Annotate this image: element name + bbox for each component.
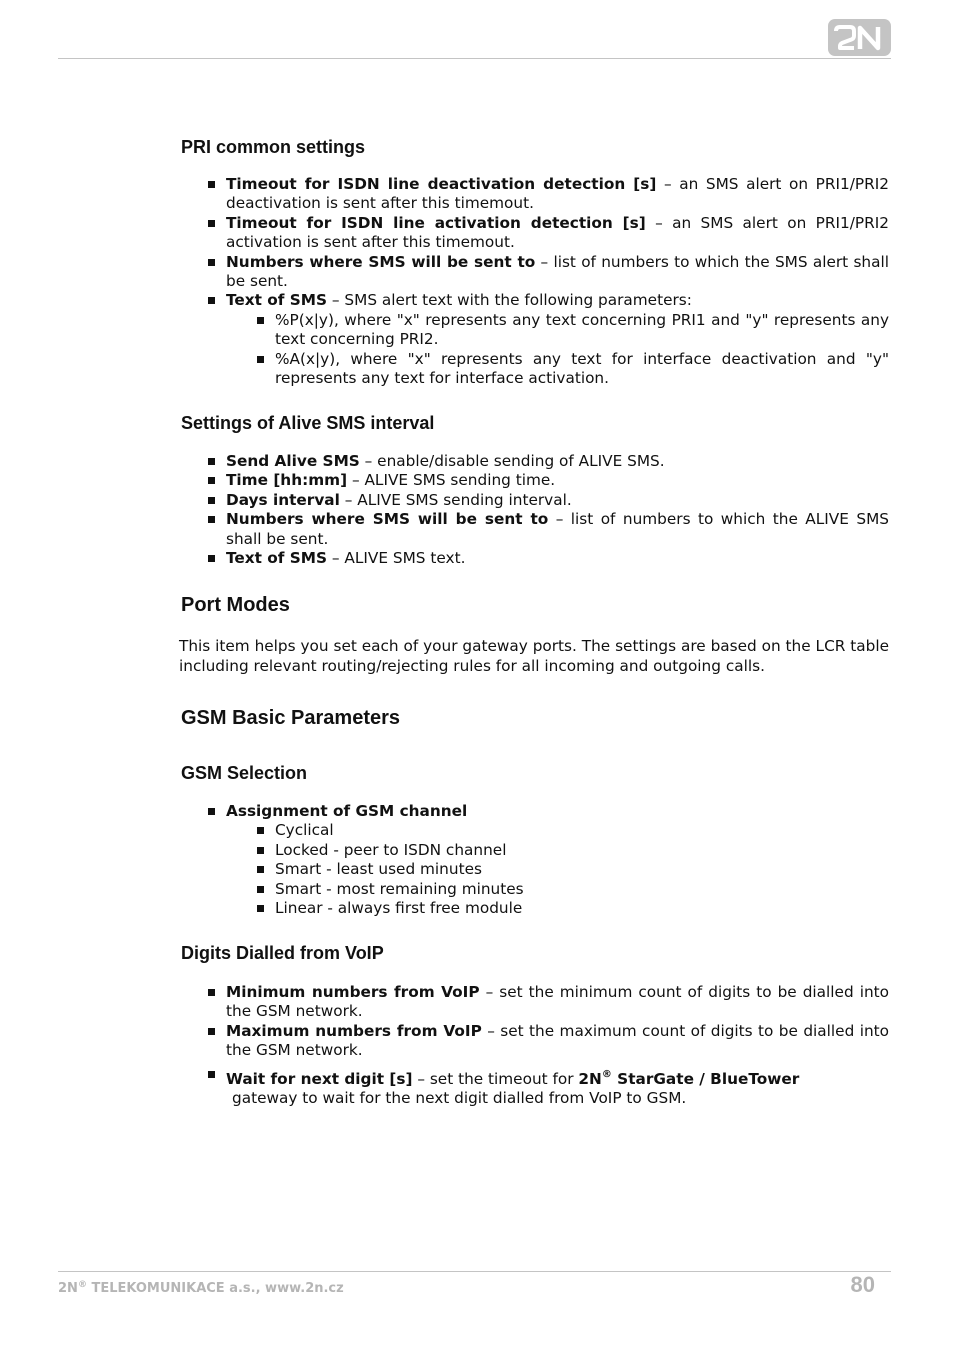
list-item: %P(x|y), where "x" represents any text concerning PRI1 and "y" represents any text concerning PRI2.: [256, 311, 889, 350]
list-item: Days interval – ALIVE SMS sending interval.: [207, 491, 889, 510]
list-item: Text of SMS – ALIVE SMS text.: [207, 549, 889, 568]
list-item: Timeout for ISDN line activation detection [s] – an SMS alert on PRI1/PRI2 activation is sent after this timemout.: [207, 214, 889, 253]
list-item: Smart - most remaining minutes: [256, 880, 889, 899]
list-item: Minimum numbers from VoIP – set the minimum count of digits to be dialled into the GSM network.: [207, 983, 889, 1022]
list-item: Locked - peer to ISDN channel: [256, 841, 889, 860]
list-item: Timeout for ISDN line deactivation detection [s] – an SMS alert on PRI1/PRI2 deactivation is sent after this timemout.: [207, 175, 889, 214]
list-item: %A(x|y), where "x" represents any text for interface deactivation and "y" represents any text for interface activation.: [256, 350, 889, 389]
alive-heading: Settings of Alive SMS interval: [181, 413, 435, 433]
list-item: Maximum numbers from VoIP – set the maximum count of digits to be dialled into the GSM network.: [207, 1022, 889, 1061]
alive-list: [207, 452, 889, 568]
gsm-basic-heading: GSM Basic Parameters: [181, 707, 401, 729]
sms-parameter-list: [256, 311, 889, 389]
list-item: Smart - least used minutes: [256, 860, 889, 879]
list-item: Cyclical: [256, 821, 889, 840]
list-item: Time [hh:mm] – ALIVE SMS sending time.: [207, 471, 889, 490]
header-divider: [58, 58, 891, 59]
pri-list: [207, 175, 889, 388]
footer-divider: [58, 1271, 891, 1272]
page-number: 80: [850, 1272, 875, 1297]
list-item: Linear - always first free module: [256, 899, 889, 918]
port-modes-heading: Port Modes: [181, 594, 290, 616]
pri-heading: PRI common settings: [181, 137, 366, 157]
list-item: Send Alive SMS – enable/disable sending of ALIVE SMS.: [207, 452, 889, 471]
gsm-selection-heading: GSM Selection: [181, 763, 308, 783]
footer-company: 2N® TELEKOMUNIKACE a.s., www.2n.cz: [58, 1280, 344, 1296]
list-item: Numbers where SMS will be sent to – list of numbers to which the SMS alert shall be sent.: [207, 253, 889, 292]
gsm-selection-list: [207, 802, 889, 918]
2n-logo: [828, 19, 891, 56]
list-item: Numbers where SMS will be sent to – list of numbers to which the ALIVE SMS shall be sent.: [207, 510, 889, 549]
list-item: Wait for next digit [s] – set the timeout for 2N® StarGate / BlueTower gateway to wait for the next digit dialled from VoIP to GSM.: [207, 1065, 889, 1109]
port-modes-paragraph: This item helps you set each of your gateway ports. The settings are based on the LCR table including relevant routing/rejecting rules for all incoming and outgoing calls.: [179, 637, 889, 675]
digits-heading: Digits Dialled from VoIP: [181, 943, 384, 963]
gsm-channel-options: [256, 821, 889, 918]
digits-list: [207, 983, 889, 1108]
list-item: Text of SMS – SMS alert text with the following parameters: %P(x|y), where "x" represents any text concerning PRI1 and "y" represents any text concerning PRI2. %A(x|y), where "x" represents any text for interface deactivation and "y" represents any text for interface activation.: [207, 291, 889, 388]
list-item: Assignment of GSM channel Cyclical Locked - peer to ISDN channel Smart - least used minutes Smart - most remaining minutes Linear - always first free module: [207, 802, 889, 918]
